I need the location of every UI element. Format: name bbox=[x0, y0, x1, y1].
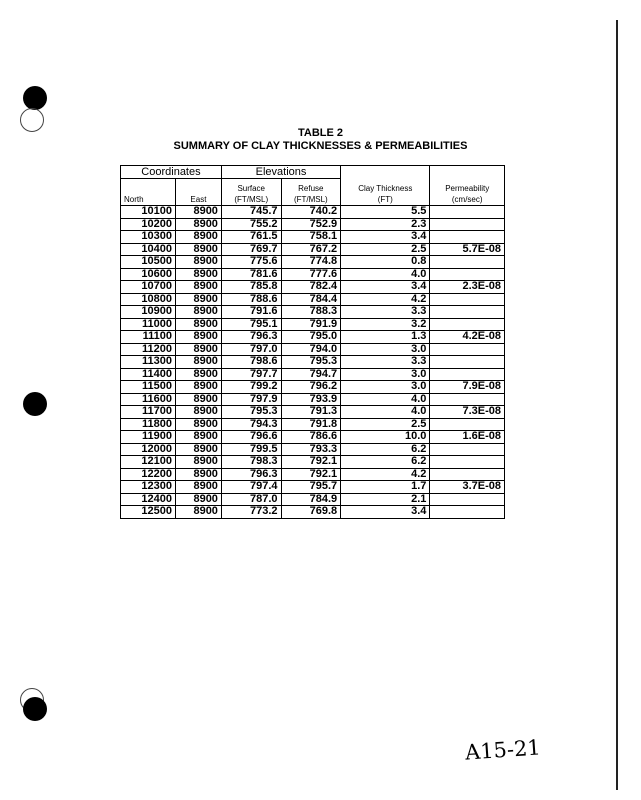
north-cell: 12300 bbox=[121, 481, 176, 494]
refuse-cell: 769.8 bbox=[281, 506, 341, 519]
clay-thickness-cell: 4.0 bbox=[341, 268, 430, 281]
north-cell: 11100 bbox=[121, 331, 176, 344]
permeability-cell: 1.6E-08 bbox=[430, 431, 505, 444]
table-row bbox=[121, 443, 505, 456]
north-cell: 12200 bbox=[121, 468, 176, 481]
table-row bbox=[121, 493, 505, 506]
clay-thickness-cell: 3.4 bbox=[341, 281, 430, 294]
table-row bbox=[121, 331, 505, 344]
clay-thickness-cell: 3.2 bbox=[341, 318, 430, 331]
east-cell: 8900 bbox=[175, 281, 221, 294]
surface-cell: 775.6 bbox=[221, 256, 281, 269]
table-row bbox=[121, 406, 505, 419]
north-cell: 11800 bbox=[121, 418, 176, 431]
clay-thickness-cell: 4.0 bbox=[341, 393, 430, 406]
east-cell: 8900 bbox=[175, 418, 221, 431]
surface-cell: 788.6 bbox=[221, 293, 281, 306]
surface-cell: 795.3 bbox=[221, 406, 281, 419]
north-cell: 11600 bbox=[121, 393, 176, 406]
permeability-cell bbox=[430, 356, 505, 369]
surface-cell: 796.3 bbox=[221, 468, 281, 481]
permeability-cell bbox=[430, 456, 505, 469]
east-cell: 8900 bbox=[175, 293, 221, 306]
table-row bbox=[121, 293, 505, 306]
table-row bbox=[121, 318, 505, 331]
surface-cell: 797.0 bbox=[221, 343, 281, 356]
permeability-cell bbox=[430, 443, 505, 456]
east-cell: 8900 bbox=[175, 231, 221, 244]
refuse-cell: 774.8 bbox=[281, 256, 341, 269]
east-cell: 8900 bbox=[175, 331, 221, 344]
permeability-header: Permeability (cm/sec) bbox=[430, 166, 505, 206]
surface-cell: 761.5 bbox=[221, 231, 281, 244]
north-cell: 10900 bbox=[121, 306, 176, 319]
north-cell: 10800 bbox=[121, 293, 176, 306]
north-cell: 10700 bbox=[121, 281, 176, 294]
east-cell: 8900 bbox=[175, 381, 221, 394]
north-cell: 11500 bbox=[121, 381, 176, 394]
north-cell: 11200 bbox=[121, 343, 176, 356]
north-cell: 10400 bbox=[121, 243, 176, 256]
north-cell: 12500 bbox=[121, 506, 176, 519]
table-row bbox=[121, 256, 505, 269]
permeability-cell: 2.3E-08 bbox=[430, 281, 505, 294]
coordinates-group-header: Coordinates bbox=[121, 166, 222, 179]
surface-cell: 769.7 bbox=[221, 243, 281, 256]
table-row bbox=[121, 368, 505, 381]
permeability-cell bbox=[430, 306, 505, 319]
refuse-cell: 752.9 bbox=[281, 218, 341, 231]
surface-cell: 798.6 bbox=[221, 356, 281, 369]
table-row bbox=[121, 393, 505, 406]
clay-thickness-cell: 3.3 bbox=[341, 306, 430, 319]
refuse-cell: 795.0 bbox=[281, 331, 341, 344]
permeability-cell bbox=[430, 293, 505, 306]
refuse-cell: 792.1 bbox=[281, 456, 341, 469]
permeability-cell: 3.7E-08 bbox=[430, 481, 505, 494]
north-cell: 10600 bbox=[121, 268, 176, 281]
table-row bbox=[121, 206, 505, 219]
clay-thickness-cell: 2.5 bbox=[341, 243, 430, 256]
east-cell: 8900 bbox=[175, 343, 221, 356]
east-cell: 8900 bbox=[175, 481, 221, 494]
east-cell: 8900 bbox=[175, 368, 221, 381]
permeability-cell bbox=[430, 468, 505, 481]
east-cell: 8900 bbox=[175, 506, 221, 519]
refuse-cell: 786.6 bbox=[281, 431, 341, 444]
refuse-cell: 784.4 bbox=[281, 293, 341, 306]
east-cell: 8900 bbox=[175, 356, 221, 369]
table-number: TABLE 2 bbox=[297, 127, 344, 139]
refuse-cell: 796.2 bbox=[281, 381, 341, 394]
clay-thickness-cell: 3.3 bbox=[341, 356, 430, 369]
refuse-cell: 767.2 bbox=[281, 243, 341, 256]
east-cell: 8900 bbox=[175, 268, 221, 281]
refuse-cell: 793.3 bbox=[281, 443, 341, 456]
clay-thickness-cell: 3.4 bbox=[341, 506, 430, 519]
clay-thickness-cell: 3.0 bbox=[341, 343, 430, 356]
permeability-cell bbox=[430, 506, 505, 519]
punch-hole bbox=[23, 86, 47, 110]
permeability-cell bbox=[430, 218, 505, 231]
east-cell: 8900 bbox=[175, 393, 221, 406]
surface-cell: 755.2 bbox=[221, 218, 281, 231]
east-cell: 8900 bbox=[175, 218, 221, 231]
refuse-cell: 791.8 bbox=[281, 418, 341, 431]
table-row bbox=[121, 218, 505, 231]
surface-cell: 773.2 bbox=[221, 506, 281, 519]
clay-summary-table bbox=[120, 165, 505, 519]
clay-thickness-cell: 5.5 bbox=[341, 206, 430, 219]
east-header: East bbox=[175, 179, 221, 206]
permeability-cell: 5.7E-08 bbox=[430, 243, 505, 256]
clay-thickness-cell: 6.2 bbox=[341, 443, 430, 456]
clay-thickness-cell: 10.0 bbox=[341, 431, 430, 444]
east-cell: 8900 bbox=[175, 206, 221, 219]
table-row bbox=[121, 456, 505, 469]
refuse-cell: 740.2 bbox=[281, 206, 341, 219]
north-cell: 10100 bbox=[121, 206, 176, 219]
refuse-cell: 782.4 bbox=[281, 281, 341, 294]
permeability-cell bbox=[430, 368, 505, 381]
east-cell: 8900 bbox=[175, 243, 221, 256]
table-row bbox=[121, 468, 505, 481]
refuse-cell: 791.3 bbox=[281, 406, 341, 419]
surface-cell: 797.7 bbox=[221, 368, 281, 381]
table-row bbox=[121, 481, 505, 494]
table-row bbox=[121, 268, 505, 281]
refuse-cell: 788.3 bbox=[281, 306, 341, 319]
surface-cell: 781.6 bbox=[221, 268, 281, 281]
east-cell: 8900 bbox=[175, 456, 221, 469]
permeability-cell bbox=[430, 268, 505, 281]
north-cell: 10300 bbox=[121, 231, 176, 244]
table-row bbox=[121, 381, 505, 394]
surface-cell: 799.5 bbox=[221, 443, 281, 456]
surface-cell: 797.9 bbox=[221, 393, 281, 406]
east-cell: 8900 bbox=[175, 306, 221, 319]
clay-thickness-cell: 1.3 bbox=[341, 331, 430, 344]
clay-thickness-header: Clay Thickness (FT) bbox=[341, 166, 430, 206]
permeability-cell bbox=[430, 343, 505, 356]
clay-thickness-cell: 2.1 bbox=[341, 493, 430, 506]
refuse-cell: 758.1 bbox=[281, 231, 341, 244]
north-cell: 10200 bbox=[121, 218, 176, 231]
north-cell: 11400 bbox=[121, 368, 176, 381]
refuse-cell: 793.9 bbox=[281, 393, 341, 406]
surface-cell: 799.2 bbox=[221, 381, 281, 394]
east-cell: 8900 bbox=[175, 443, 221, 456]
east-cell: 8900 bbox=[175, 468, 221, 481]
clay-thickness-cell: 1.7 bbox=[341, 481, 430, 494]
permeability-cell bbox=[430, 393, 505, 406]
north-cell: 11900 bbox=[121, 431, 176, 444]
clay-thickness-cell: 3.0 bbox=[341, 381, 430, 394]
permeability-cell bbox=[430, 206, 505, 219]
east-cell: 8900 bbox=[175, 406, 221, 419]
north-cell: 11700 bbox=[121, 406, 176, 419]
surface-cell: 797.4 bbox=[221, 481, 281, 494]
clay-thickness-cell: 6.2 bbox=[341, 456, 430, 469]
surface-cell: 796.6 bbox=[221, 431, 281, 444]
table-row bbox=[121, 418, 505, 431]
refuse-cell: 795.7 bbox=[281, 481, 341, 494]
table-row bbox=[121, 506, 505, 519]
refuse-cell: 792.1 bbox=[281, 468, 341, 481]
permeability-cell: 7.9E-08 bbox=[430, 381, 505, 394]
north-header: North bbox=[121, 179, 176, 206]
permeability-cell bbox=[430, 256, 505, 269]
surface-cell: 796.3 bbox=[221, 331, 281, 344]
clay-thickness-cell: 3.0 bbox=[341, 368, 430, 381]
clay-thickness-cell: 4.2 bbox=[341, 293, 430, 306]
permeability-cell bbox=[430, 493, 505, 506]
permeability-cell: 7.3E-08 bbox=[430, 406, 505, 419]
clay-thickness-cell: 2.5 bbox=[341, 418, 430, 431]
surface-cell: 798.3 bbox=[221, 456, 281, 469]
surface-cell: 791.6 bbox=[221, 306, 281, 319]
east-cell: 8900 bbox=[175, 493, 221, 506]
north-cell: 11000 bbox=[121, 318, 176, 331]
permeability-cell bbox=[430, 231, 505, 244]
east-cell: 8900 bbox=[175, 256, 221, 269]
clay-thickness-cell: 0.8 bbox=[341, 256, 430, 269]
punch-hole bbox=[23, 392, 47, 416]
clay-thickness-cell: 2.3 bbox=[341, 218, 430, 231]
permeability-cell bbox=[430, 318, 505, 331]
refuse-cell: 784.9 bbox=[281, 493, 341, 506]
north-cell: 12100 bbox=[121, 456, 176, 469]
north-cell: 12400 bbox=[121, 493, 176, 506]
permeability-cell: 4.2E-08 bbox=[430, 331, 505, 344]
table-row bbox=[121, 356, 505, 369]
table-row bbox=[121, 281, 505, 294]
east-cell: 8900 bbox=[175, 318, 221, 331]
clay-thickness-cell: 4.0 bbox=[341, 406, 430, 419]
surface-header: Surface (FT/MSL) bbox=[221, 179, 281, 206]
clay-thickness-cell: 4.2 bbox=[341, 468, 430, 481]
refuse-header: Refuse (FT/MSL) bbox=[281, 179, 341, 206]
table-row bbox=[121, 306, 505, 319]
refuse-cell: 794.7 bbox=[281, 368, 341, 381]
north-cell: 12000 bbox=[121, 443, 176, 456]
north-cell: 10500 bbox=[121, 256, 176, 269]
surface-cell: 795.1 bbox=[221, 318, 281, 331]
east-cell: 8900 bbox=[175, 431, 221, 444]
refuse-cell: 794.0 bbox=[281, 343, 341, 356]
surface-cell: 787.0 bbox=[221, 493, 281, 506]
elevations-group-header: Elevations bbox=[221, 166, 340, 179]
refuse-cell: 795.3 bbox=[281, 356, 341, 369]
refuse-cell: 791.9 bbox=[281, 318, 341, 331]
refuse-cell: 777.6 bbox=[281, 268, 341, 281]
punch-hole bbox=[23, 697, 47, 721]
table-row bbox=[121, 243, 505, 256]
surface-cell: 794.3 bbox=[221, 418, 281, 431]
table-row bbox=[121, 431, 505, 444]
handwritten-page-id: A15-21 bbox=[464, 735, 542, 765]
table-row bbox=[121, 343, 505, 356]
clay-thickness-cell: 3.4 bbox=[341, 231, 430, 244]
permeability-cell bbox=[430, 418, 505, 431]
surface-cell: 785.8 bbox=[221, 281, 281, 294]
table-title: SUMMARY OF CLAY THICKNESSES & PERMEABILITIES bbox=[173, 140, 468, 152]
table-row bbox=[121, 231, 505, 244]
surface-cell: 745.7 bbox=[221, 206, 281, 219]
table-body bbox=[121, 206, 505, 519]
north-cell: 11300 bbox=[121, 356, 176, 369]
